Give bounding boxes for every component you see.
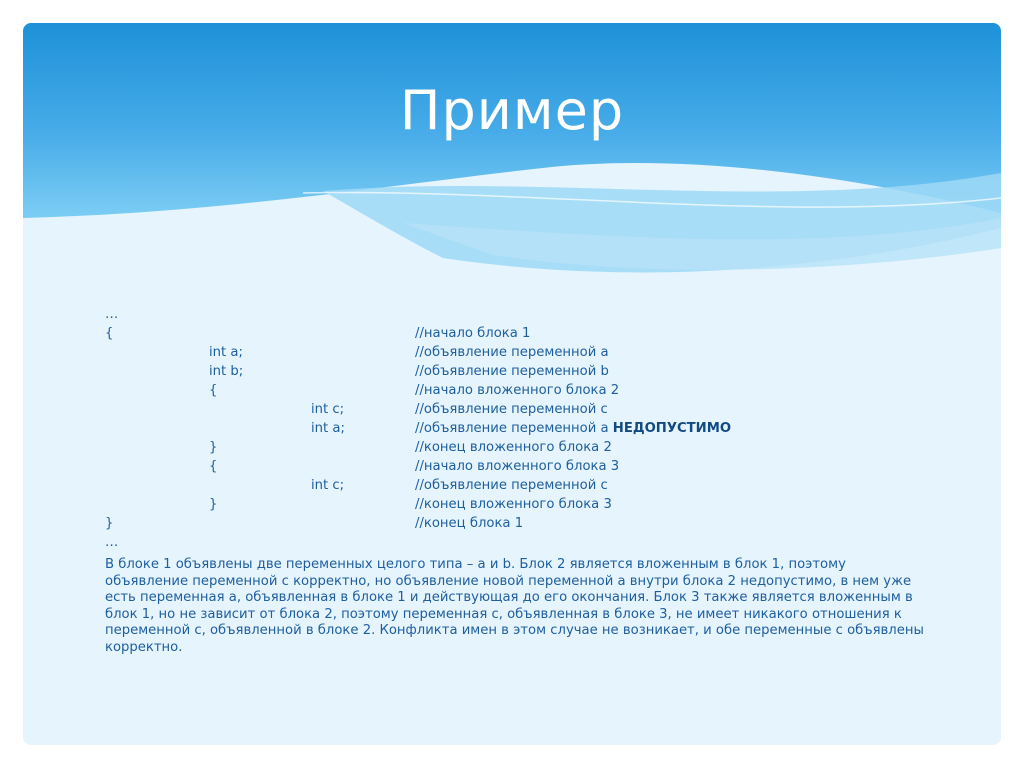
code-brace: {: [209, 383, 218, 398]
code-line: [105, 400, 925, 419]
code-comment: //объявление переменной a: [415, 345, 609, 360]
slide-content: [105, 305, 925, 656]
code-line: [105, 419, 925, 438]
code-line: [105, 343, 925, 362]
code-statement: int c;: [311, 402, 345, 417]
code-comment: //конец блока 1: [415, 516, 524, 531]
code-comment: //объявление переменной b: [415, 364, 609, 379]
slide-title: Пример: [399, 79, 625, 142]
code-comment: //начало блока 1: [415, 326, 531, 341]
code-comment: //конец вложенного блока 2: [415, 440, 612, 455]
code-comment: //начало вложенного блока 2: [415, 383, 620, 398]
code-statement: int b;: [209, 364, 244, 379]
explanation-paragraph: В блоке 1 объявлены две переменных целого типа – a и b. Блок 2 является вложенным в блок 1, поэтому объявление переменной с корректно, но объявление новой переменной a внутри блока 2 недопустимо, в нем уже есть переменная a, объявленная в блоке 1 и действующая до его окончания. Блок 3 также является вложенным в блок 1, но не зависит от блока 2, поэтому переменная с, объявленная в блоке 3, не имеет никакого отношения к переменной с, объявленной в блоке 2. Конфликта имен в этом случае не возникает, и обе переменные с объявлены корректно.: [105, 557, 924, 655]
code-statement: int c;: [311, 478, 345, 493]
code-line: [105, 438, 925, 457]
code-line: [105, 381, 925, 400]
slide: [23, 23, 1001, 745]
code-comment: //конец вложенного блока 3: [415, 497, 612, 512]
code-statement: int a;: [209, 345, 243, 360]
emphasis-text: НЕДОПУСТИМО: [612, 421, 732, 436]
code-line: [105, 476, 925, 495]
header-wave-background: [23, 23, 1001, 323]
code-comment: //объявление переменной с: [415, 478, 608, 493]
code-line: [105, 495, 925, 514]
code-comment-with-emphasis: [415, 419, 731, 438]
code-brace: {: [209, 459, 218, 474]
code-line: [105, 457, 925, 476]
code-line: [105, 362, 925, 381]
code-line: [105, 324, 925, 343]
code-comment: //объявление переменной с: [415, 402, 608, 417]
code-comment: //начало вложенного блока 3: [415, 459, 620, 474]
code-statement: int a;: [311, 421, 345, 436]
code-ellipsis-start: …: [105, 307, 119, 322]
code-brace: }: [105, 516, 114, 531]
code-brace: {: [105, 326, 114, 341]
code-ellipsis-end: …: [105, 535, 119, 550]
code-brace: }: [209, 497, 218, 512]
code-line: [105, 514, 925, 533]
code-brace: }: [209, 440, 218, 455]
code-comment: //объявление переменной a: [415, 421, 609, 436]
